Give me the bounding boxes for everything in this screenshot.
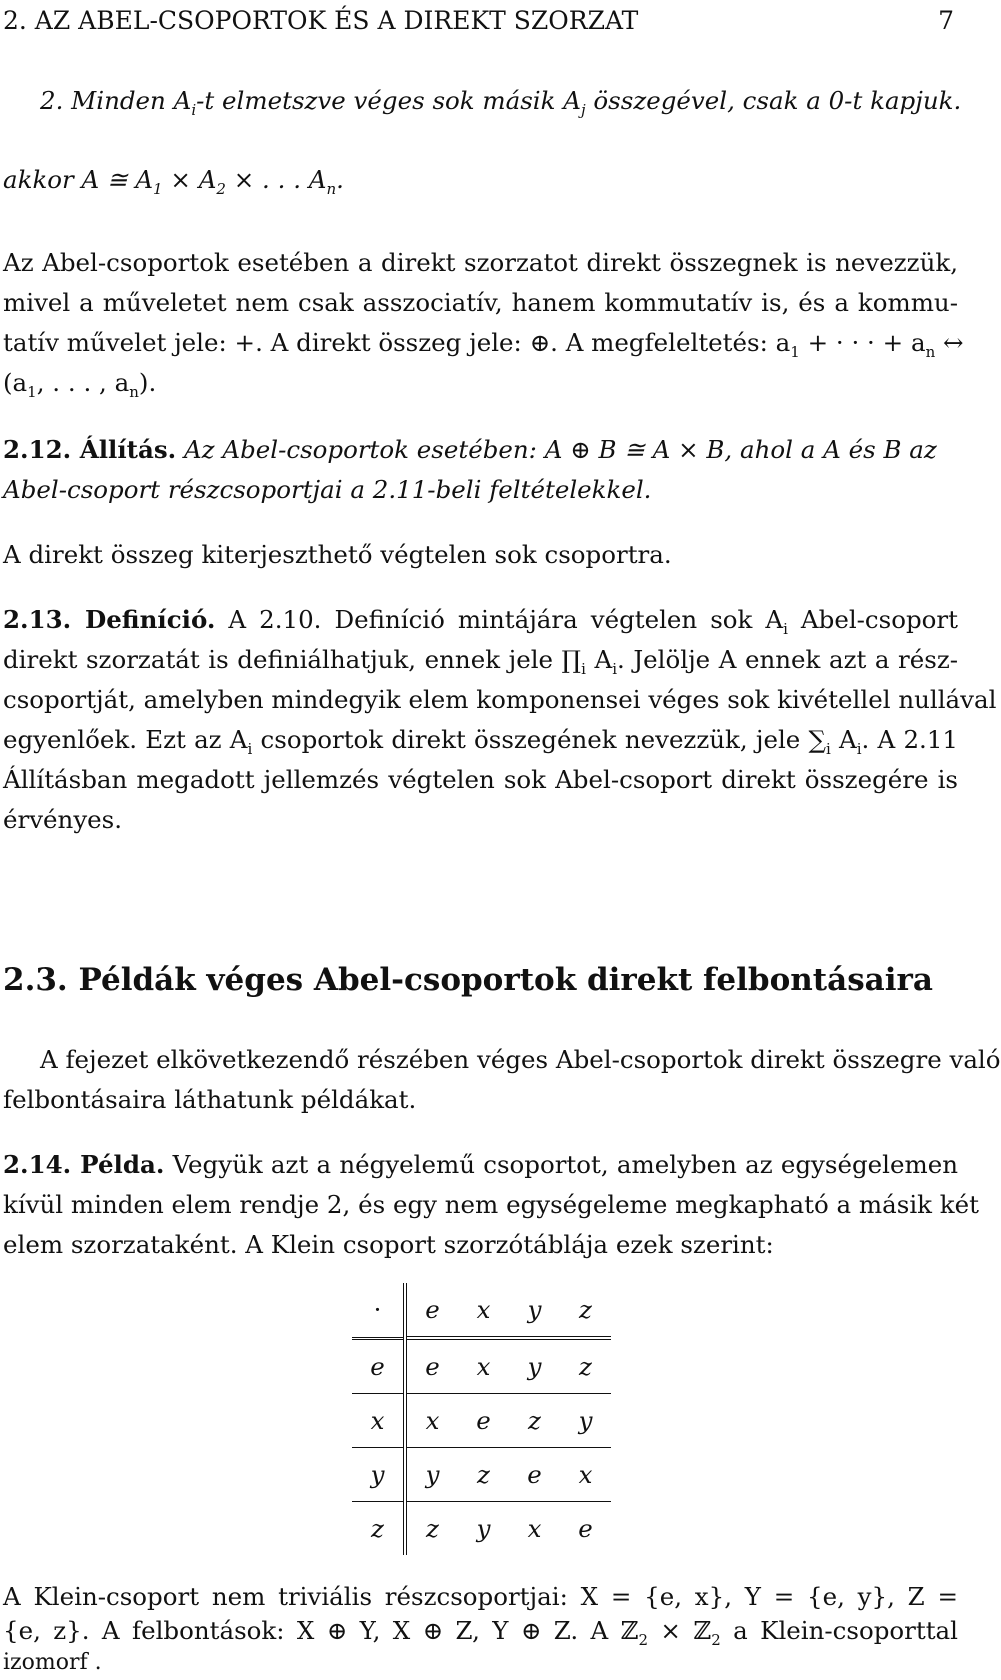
table-cell: e (458, 1394, 509, 1448)
table-row-header: e (352, 1338, 405, 1394)
table-row (352, 1448, 611, 1502)
closing-line2: {e, z}. A felbontások: X ⊕ Y, X ⊕ Z, Y ⊕ Z. A ℤ$_2$ × ℤ$_2$ a Klein-csoporttal (3, 1616, 958, 1649)
table-row (352, 1502, 611, 1556)
para1-line3: tatív művelet jele: +. A direkt összeg jele: ⊕. A megfeleltetés: $a_1$ + · · · + $a_n$ ↔ (3, 328, 964, 361)
table-cell: y (509, 1338, 560, 1394)
table-column-header: y (509, 1283, 560, 1338)
table-cell: z (426, 1514, 439, 1543)
proposition-2-12-line2: Abel-csoport részcsoportjai a 2.11-beli feltételekkel. (3, 475, 652, 504)
table-row (352, 1338, 611, 1394)
table-cell: y (405, 1448, 458, 1502)
intro-line2: felbontásaira láthatunk példákat. (3, 1085, 417, 1114)
table-column-header: x (458, 1283, 509, 1338)
running-header (3, 3, 954, 39)
page-number: 7 (938, 6, 954, 35)
para1-line2: mivel a műveletet nem csak asszociatív, hanem kommutatív is, és a kommu- (3, 288, 958, 317)
table-cell: x (527, 1514, 542, 1543)
table-cell: x (458, 1338, 509, 1394)
table-cell: e (405, 1338, 458, 1394)
definition-label: 2.13. Definíció. (3, 605, 216, 634)
akkor-line: akkor A ≅ $A_1 \times A_2$ × . . . $A_n$. (3, 165, 344, 198)
remark-line: A direkt összeg kiterjeszthető végtelen sok csoportra. (3, 540, 672, 569)
table-row-header: z (352, 1502, 405, 1556)
example-2-14-line2: kívül minden elem rendje 2, és egy nem egységeleme megkapható a másik két (3, 1190, 979, 1219)
example-2-14-line1: 2.14. Példa. Vegyük azt a négyelemű csoportot, amelyben az egységelemen (3, 1150, 958, 1179)
table-corner-operator: · (352, 1283, 405, 1338)
table-cell: e (578, 1514, 593, 1543)
closing-line3: izomorf . (3, 1650, 102, 1675)
table-row-header: y (352, 1448, 405, 1502)
definition-2-13-line5: Állításban megadott jellemzés végtelen sok Abel-csoport direkt összegére is (3, 765, 958, 794)
table-cell: y (476, 1514, 491, 1543)
example-2-14-line3: elem szorzataként. A Klein csoport szorzótáblája ezek szerint: (3, 1230, 774, 1259)
table-header-row (352, 1283, 611, 1338)
definition-2-13-line4: egyenlőek. Ezt az $A_i$ csoportok direkt összegének nevezzük, jele $\sum_i$ $A_i$. A 2.11 (3, 725, 959, 758)
table-column-header: e (405, 1283, 458, 1338)
para1-line1: Az Abel-csoportok esetében a direkt szorzatot direkt összegnek is nevezzük, (3, 248, 958, 277)
table-row-header: x (352, 1394, 405, 1448)
table-row (352, 1394, 611, 1448)
table-cell: y (560, 1394, 611, 1448)
definition-2-13-line3: csoportját, amelyben mindegyik elem komponensei véges sok kivétellel nullával (3, 685, 997, 714)
table-cell: z (560, 1338, 611, 1394)
table-cell: z (458, 1448, 509, 1502)
table-cell: e (509, 1448, 560, 1502)
definition-2-13-line1: 2.13. Definíció. A 2.10. Definíció mintájára végtelen sok $A_i$ Abel-csoport (3, 605, 958, 638)
proposition-label: 2.12. Állítás. (3, 435, 177, 464)
table-cell: x (560, 1448, 611, 1502)
para1-line4: ($a_1$, . . . , $a_n$). (3, 368, 157, 401)
table-cell: z (509, 1394, 560, 1448)
proposition-2-12-line1: 2.12. Állítás. Az Abel-csoportok esetében: A ⊕ B ≅ A × B, ahol a A és B az (3, 435, 937, 464)
table-cell: x (405, 1394, 458, 1448)
condition-2: 2. Minden $A_i-t$ elmetszve véges sok másik $A_j$ összegével, csak a 0-t kapjuk. (40, 86, 962, 119)
definition-2-13-line6: érvényes. (3, 805, 123, 834)
klein-multiplication-table (352, 1283, 611, 1555)
example-label: 2.14. Példa. (3, 1150, 165, 1179)
definition-2-13-line2: direkt szorzatát is definiálhatjuk, ennek jele $\prod_i$ $A_i$. Jelölje A ennek azt a rész- (3, 645, 959, 678)
section-heading: 2.3. Példák véges Abel-csoportok direkt felbontásaira (3, 962, 933, 998)
chapter-title: 2. AZ ABEL-CSOPORTOK ÉS A DIREKT SZORZAT (3, 6, 639, 35)
table-column-header: z (560, 1283, 611, 1338)
intro-line1: A fejezet elkövetkezendő részében véges Abel-csoportok direkt összegre való (40, 1045, 1001, 1074)
closing-line1: A Klein-csoport nem triviális részcsoportjai: X = {e, x}, Y = {e, y}, Z = (3, 1582, 958, 1611)
